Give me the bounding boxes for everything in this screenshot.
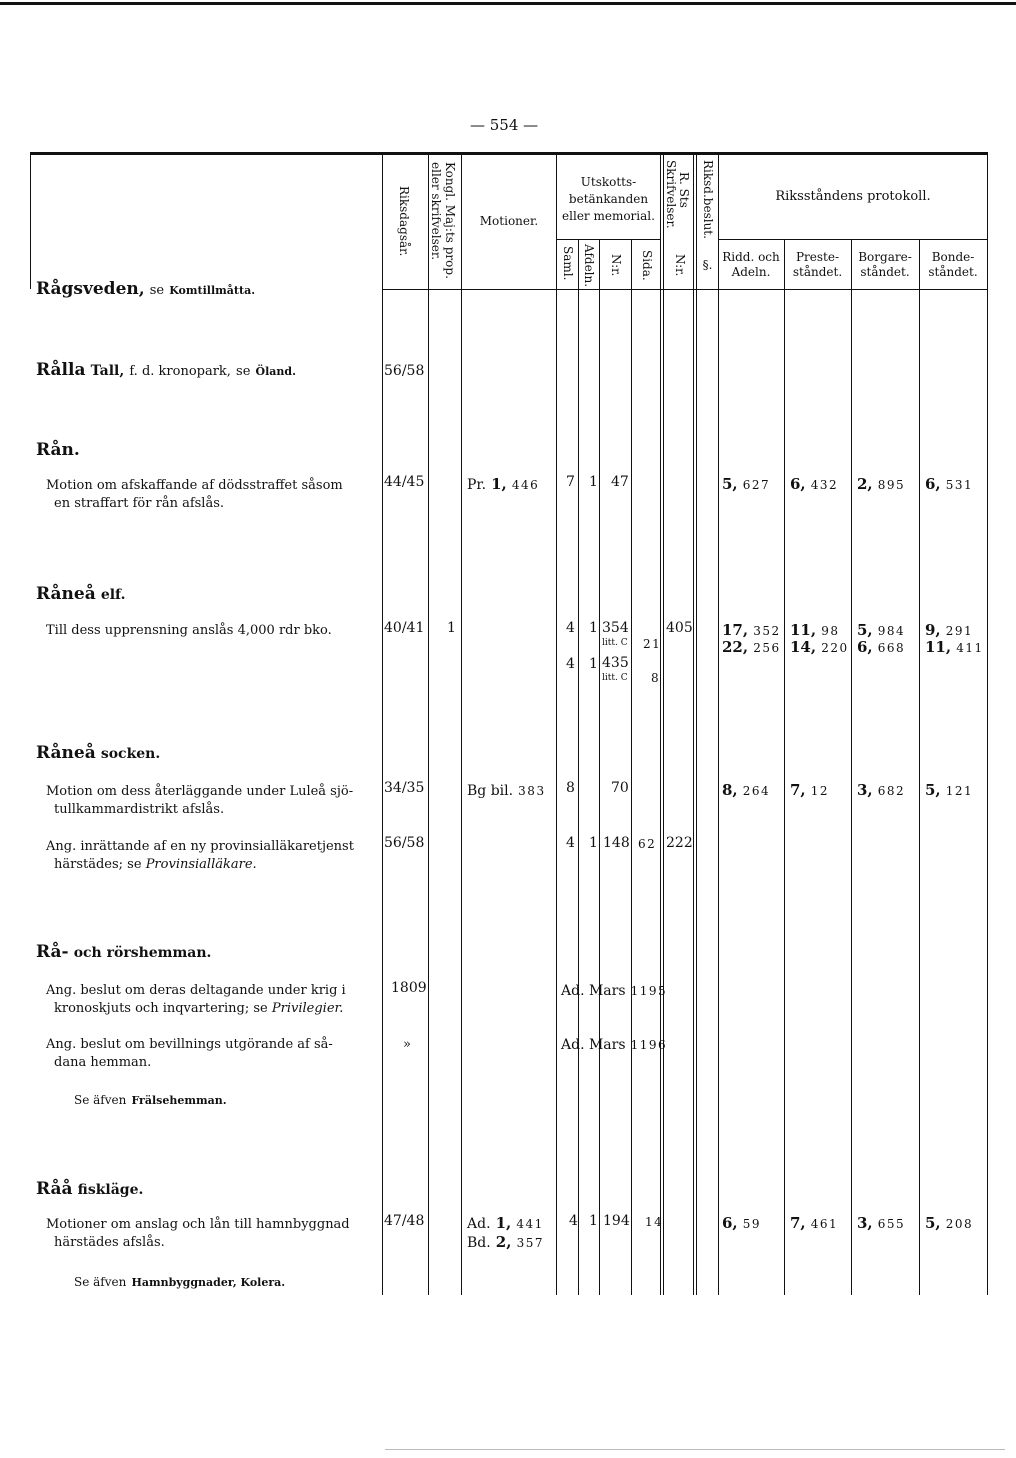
nr: 194 xyxy=(603,1213,630,1229)
entry-subtitle: Tall, xyxy=(90,363,125,379)
entry-subtitle: och rörshemman. xyxy=(73,945,212,961)
header-utskotts-3: eller memorial. xyxy=(562,209,655,223)
entry-ra-rorshemman xyxy=(36,942,211,962)
vol: 5, xyxy=(925,781,941,799)
entry-line: Motioner om anslag och lån till hamnbyggnad xyxy=(46,1217,350,1232)
vol: 9, xyxy=(925,621,941,639)
col-line xyxy=(663,155,664,1295)
page-number: — 554 — xyxy=(470,116,539,134)
header-saml: Saml. xyxy=(561,246,575,281)
entry-line: Ang. beslut om deras deltagande under krig i xyxy=(46,983,346,998)
header-kongl2: eller skrifvelser. xyxy=(429,162,443,261)
see-also-label: Se äfven xyxy=(74,1093,127,1107)
cross-ref: Hamnbyggnader, Kolera. xyxy=(131,1276,286,1289)
motion-a: Bg bil. xyxy=(467,783,514,799)
entry-title: Råneå xyxy=(36,743,96,763)
entry-line: tullkammardistrikt afslås. xyxy=(54,802,225,817)
entry-line: Till dess upprensning anslås 4,000 rdr bko. xyxy=(46,623,332,638)
year: 44/45 xyxy=(384,474,425,490)
rsts-nr: 405 xyxy=(666,620,693,636)
see-also-label: Se äfven xyxy=(74,1275,127,1289)
header-protokoll: Riksståndens protokoll. xyxy=(775,189,931,204)
motion-b: 383 xyxy=(518,784,546,798)
entry-line-text: härstädes; se xyxy=(54,857,142,872)
cross-ref: Öland. xyxy=(255,365,296,378)
page: 352 xyxy=(753,624,781,638)
bond xyxy=(925,474,973,493)
bottom-rule xyxy=(385,1449,1005,1450)
page: 655 xyxy=(877,1217,906,1231)
bond xyxy=(925,637,984,656)
sida: 14 xyxy=(645,1215,664,1229)
year: 56/58 xyxy=(384,363,425,379)
saml: 7 xyxy=(566,474,575,490)
header-motioner: Motioner. xyxy=(479,214,539,228)
page: 668 xyxy=(877,641,906,655)
header-prest-1: Preste- xyxy=(795,250,840,264)
entry-ragsveden xyxy=(36,279,255,299)
vol: 6, xyxy=(857,638,873,656)
page: 98 xyxy=(821,624,840,638)
header-rsts-2: Skrifvelser. xyxy=(664,160,678,229)
vol: 8, xyxy=(722,781,738,799)
entry-line: dana hemman. xyxy=(54,1055,152,1070)
motion-a: Pr. xyxy=(467,477,487,493)
entry-line-text: kronoskjuts och inqvartering; se xyxy=(54,1001,268,1016)
vol: 7, xyxy=(790,781,806,799)
motion-c: 446 xyxy=(511,478,540,492)
prest xyxy=(790,637,849,656)
entry-raa xyxy=(36,1179,143,1199)
vol: 2, xyxy=(857,475,873,493)
year: » xyxy=(403,1037,411,1052)
header-rsts-nr: N:r. xyxy=(673,254,687,277)
sub-rule-utskotts xyxy=(556,239,661,240)
vol: 11, xyxy=(925,638,952,656)
page: 461 xyxy=(810,1217,839,1231)
ridd xyxy=(722,780,770,799)
vol: 5, xyxy=(925,1214,941,1232)
vol: 3, xyxy=(857,1214,873,1232)
sida: 62 xyxy=(638,837,657,851)
motion-ref xyxy=(467,780,546,799)
borg xyxy=(857,637,905,656)
vol: 5, xyxy=(857,621,873,639)
col-line xyxy=(382,155,383,1295)
nr: 354 xyxy=(602,620,629,636)
prop: 1 xyxy=(447,620,456,636)
year: 47/48 xyxy=(384,1213,425,1229)
ridd xyxy=(722,1213,761,1232)
page: 411 xyxy=(956,641,984,655)
saml: 4 xyxy=(566,620,575,636)
nr: 435 xyxy=(602,655,629,671)
motion-a: Ad. xyxy=(467,1216,491,1232)
motion-b: 2, xyxy=(495,1233,512,1251)
litt: litt. C xyxy=(602,673,628,683)
col-line xyxy=(631,239,632,1295)
col-line xyxy=(851,239,852,1295)
entry-line xyxy=(54,856,257,873)
nr: 47 xyxy=(611,474,629,490)
year: 40/41 xyxy=(384,620,425,636)
page: 208 xyxy=(945,1217,974,1231)
cross-ref: Privilegier. xyxy=(271,1001,344,1016)
vol: 17, xyxy=(722,621,749,639)
col-line xyxy=(461,155,462,1295)
nr: 70 xyxy=(611,780,629,796)
header-utskotts-1: Utskotts- xyxy=(580,175,637,189)
header-prest-2: ståndet. xyxy=(792,265,843,279)
entry-line: Motion om afskaffande af dödsstraffet såsom xyxy=(46,478,343,493)
bond xyxy=(925,1213,973,1232)
page: 895 xyxy=(877,478,906,492)
saml: 4 xyxy=(566,656,575,672)
utskott-b: 1195 xyxy=(630,984,668,998)
entry-title: Rålla xyxy=(36,360,86,380)
header-rsts-1: R. Sts xyxy=(677,172,691,208)
col-line xyxy=(556,155,557,1295)
entry-line: härstädes afslås. xyxy=(54,1235,165,1250)
header-riksdbeslut: Riksd.beslut. xyxy=(701,160,715,239)
page: 12 xyxy=(810,784,830,798)
page: 121 xyxy=(945,784,974,798)
prest xyxy=(790,474,838,493)
se-word: se xyxy=(149,283,165,298)
see-also xyxy=(74,1271,285,1291)
afdeln: 1 xyxy=(589,474,598,490)
sub-rule-protokoll xyxy=(718,239,988,240)
saml: 8 xyxy=(566,780,575,796)
entry-ranea-socken xyxy=(36,743,160,763)
vol: 6, xyxy=(722,1214,738,1232)
motion-b: 1, xyxy=(491,475,507,493)
header-ridd-2: Adeln. xyxy=(731,265,771,279)
cross-ref: Frälsehemman. xyxy=(131,1094,227,1107)
page: 432 xyxy=(810,478,839,492)
utskott-a: Ad. Mars xyxy=(561,1037,626,1053)
header-utskotts-2: betänkanden xyxy=(568,192,649,206)
afdeln: 1 xyxy=(589,835,598,851)
entry-title: Råå xyxy=(36,1179,73,1199)
header-ridd-1: Ridd. och xyxy=(722,250,780,264)
top-rule xyxy=(0,2,1016,5)
sida: 21 xyxy=(643,637,662,651)
motion-ref xyxy=(467,1213,544,1232)
entry-line: en straffart för rån afslås. xyxy=(54,496,225,511)
entry-subtitle: elf. xyxy=(100,587,126,603)
nr: 148 xyxy=(603,835,630,851)
entry-title: Rån. xyxy=(36,440,80,460)
col-line xyxy=(660,155,661,1295)
saml: 4 xyxy=(566,835,575,851)
ridd xyxy=(722,637,781,656)
page: 291 xyxy=(945,624,974,638)
afdeln: 1 xyxy=(589,620,598,636)
borg xyxy=(857,780,905,799)
col-line xyxy=(718,155,719,1295)
entry-title: Rå- xyxy=(36,942,69,962)
entry-title: Rågsveden, xyxy=(36,279,145,299)
cross-ref: Provinsialläkare. xyxy=(145,857,257,872)
header-riksdagsar: Riksdagsår. xyxy=(397,186,411,257)
rsts-nr: 222 xyxy=(666,835,693,851)
entry-title: Råneå xyxy=(36,584,96,604)
afdeln: 1 xyxy=(589,656,598,672)
col-line xyxy=(578,239,579,1295)
motion-ref xyxy=(467,474,539,493)
header-bond-2: ståndet. xyxy=(928,265,978,279)
page: 220 xyxy=(821,641,849,655)
motion-c: 441 xyxy=(516,1217,544,1231)
vol: 7, xyxy=(790,1214,806,1232)
vol: 3, xyxy=(857,781,873,799)
header-borg-1: Borgare- xyxy=(858,250,912,264)
year: 1809 xyxy=(391,980,427,996)
litt: litt. C xyxy=(602,638,628,648)
col-line xyxy=(919,239,920,1295)
header-nr: N:r. xyxy=(609,254,623,277)
utskott-ref xyxy=(561,1034,667,1053)
entry-desc: f. d. kronopark, xyxy=(129,364,231,379)
entry-subtitle: socken. xyxy=(100,746,161,762)
page: 682 xyxy=(877,784,906,798)
cross-ref: Komtillmåtta. xyxy=(169,284,256,297)
prest xyxy=(790,780,829,799)
page: 256 xyxy=(753,641,781,655)
utskott-b: 1196 xyxy=(630,1038,668,1052)
se-word: se xyxy=(236,364,251,379)
header-top-rule xyxy=(30,152,988,155)
vol: 11, xyxy=(790,621,817,639)
col-line xyxy=(696,155,697,1295)
entry-line: Motion om dess återläggande under Luleå sjö- xyxy=(46,784,354,799)
entry-ralla xyxy=(36,360,296,380)
page: 531 xyxy=(945,478,974,492)
motion-ref xyxy=(467,1232,544,1251)
header-para: §. xyxy=(702,258,713,272)
vol: 14, xyxy=(790,638,817,656)
sida: 8 xyxy=(651,671,661,685)
page: 984 xyxy=(877,624,906,638)
vol: 22, xyxy=(722,638,749,656)
borg xyxy=(857,1213,905,1232)
col-line xyxy=(987,155,988,1295)
year: 34/35 xyxy=(384,780,425,796)
col-line xyxy=(30,155,31,289)
bond xyxy=(925,780,973,799)
header-bottom-rule xyxy=(382,289,988,290)
year: 56/58 xyxy=(384,835,425,851)
entry-line: Ang. beslut om bevillnings utgörande af så- xyxy=(46,1037,333,1052)
entry-line: Ang. inrättande af en ny provinsialläkaretjenst xyxy=(46,839,354,854)
entry-line xyxy=(54,1000,343,1017)
header-borg-2: ståndet. xyxy=(860,265,910,279)
afdeln: 1 xyxy=(589,1213,598,1229)
borg xyxy=(857,474,905,493)
col-line xyxy=(784,239,785,1295)
utskott-ref xyxy=(561,980,667,999)
header-sida: Sida. xyxy=(640,250,654,281)
utskott-a: Ad. Mars xyxy=(561,983,626,999)
page: 59 xyxy=(742,1217,762,1231)
entry-ranea-elf xyxy=(36,584,125,604)
col-line xyxy=(599,239,600,1295)
page: 627 xyxy=(742,478,771,492)
col-line xyxy=(693,155,694,1295)
entry-subtitle: fiskläge. xyxy=(77,1182,144,1198)
motion-b: 1, xyxy=(495,1214,512,1232)
vol: 6, xyxy=(790,475,806,493)
header-kongl: Kongl. Maj:ts prop. xyxy=(443,162,457,279)
prest xyxy=(790,1213,838,1232)
motion-c: 357 xyxy=(516,1236,544,1250)
header-bond-1: Bonde- xyxy=(931,250,975,264)
page: 264 xyxy=(742,784,771,798)
see-also xyxy=(74,1089,227,1109)
vol: 6, xyxy=(925,475,941,493)
vol: 5, xyxy=(722,475,738,493)
header-afdeln: Afdeln. xyxy=(582,244,596,288)
motion-a: Bd. xyxy=(467,1235,491,1251)
col-line xyxy=(428,155,429,1295)
saml: 4 xyxy=(569,1213,578,1229)
ridd xyxy=(722,474,770,493)
